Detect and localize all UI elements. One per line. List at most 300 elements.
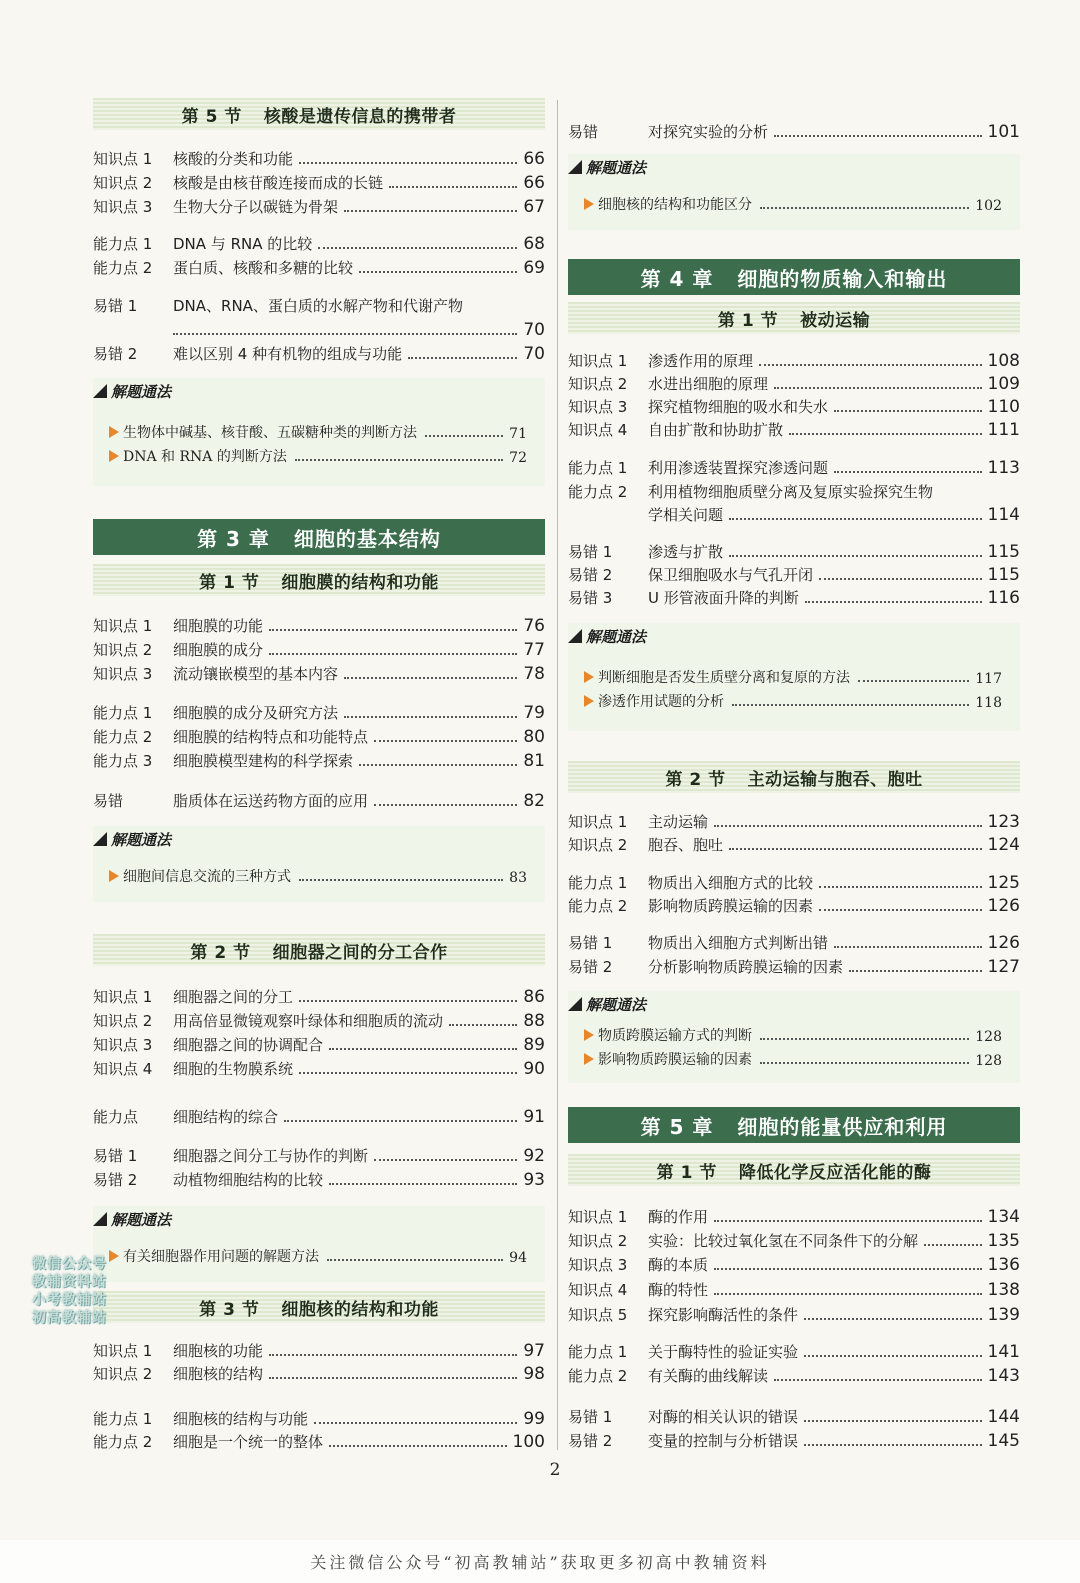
entry-label: 能力点 3 (93, 752, 153, 770)
toc-entry[interactable] (568, 1340, 1020, 1362)
leader-dots (804, 1355, 982, 1357)
entry-page: 76 (523, 616, 545, 636)
entry-title: 变量的控制与分析错误 (648, 1432, 799, 1450)
entry-title: 胞吞、胞吐 (648, 836, 724, 854)
section-header: 第 1 节 细胞膜的结构和功能 (93, 564, 545, 596)
entry-page: 126 (987, 896, 1020, 916)
leader-dots (425, 435, 503, 437)
entry-page: 135 (987, 1231, 1020, 1251)
toc-entry[interactable] (93, 1144, 545, 1166)
chapter-header: 第 3 章 细胞的基本结构 (93, 519, 545, 555)
method-page: 72 (509, 450, 527, 466)
entry-label: 知识点 2 (93, 641, 153, 659)
toc-entry[interactable] (93, 1009, 545, 1031)
entry-label: 知识点 1 (93, 150, 153, 168)
toc-entry[interactable] (568, 1405, 1020, 1427)
entry-page: 69 (523, 258, 545, 278)
entry-page: 66 (523, 149, 545, 169)
leader-dots (299, 1072, 517, 1074)
leader-dots (327, 1259, 503, 1261)
leader-dots (819, 578, 982, 580)
leader-dots (774, 1379, 982, 1381)
toc-entry[interactable] (93, 985, 545, 1007)
entry-label: 能力点 2 (568, 483, 628, 501)
leader-dots (449, 1024, 517, 1026)
triangle-icon (93, 832, 107, 846)
entry-label: 知识点 4 (568, 1281, 628, 1299)
toc-entry[interactable] (568, 833, 1020, 855)
toc-entry[interactable] (568, 349, 1020, 371)
entry-page: 90 (523, 1059, 545, 1079)
entry-title: DNA、RNA、蛋白质的水解产物和代谢产物 (173, 297, 463, 315)
method-heading: 解题通法 (568, 623, 646, 649)
entry-label: 易错 1 (568, 934, 613, 952)
leader-dots (774, 387, 982, 389)
entry-page: 97 (523, 1341, 545, 1361)
entry-title: 自由扩散和协助扩散 (648, 421, 784, 439)
leader-dots (759, 364, 982, 366)
entry-page: 136 (987, 1255, 1020, 1275)
entry-label: 能力点 1 (93, 1410, 153, 1428)
leader-dots (834, 410, 982, 412)
toc-entry[interactable] (568, 503, 1020, 525)
leader-dots (269, 629, 517, 631)
method-entry[interactable] (109, 420, 527, 442)
entry-page: 100 (512, 1432, 545, 1452)
entry-label: 能力点 2 (568, 1367, 628, 1385)
entry-label: 易错 2 (93, 1171, 138, 1189)
toc-entry[interactable] (568, 120, 1020, 142)
method-entry[interactable] (584, 1023, 1002, 1045)
footer-text: 关注微信公众号“初高教辅站”获取更多初高中教辅资料 (0, 1540, 1080, 1583)
entry-page: 79 (523, 703, 545, 723)
method-title: 细胞核的结构和功能区分 (598, 197, 752, 213)
toc-entry[interactable] (93, 725, 545, 747)
entry-title: 核酸是由核苷酸连接而成的长链 (173, 174, 384, 192)
toc-entry[interactable] (93, 342, 545, 364)
entry-label: 知识点 2 (568, 1232, 628, 1250)
entry-page: 108 (987, 351, 1020, 371)
entry-label: 知识点 1 (93, 1342, 153, 1360)
method-title: 生物体中碱基、核苷酸、五碳糖种类的判断方法 (123, 425, 417, 441)
toc-entry[interactable] (93, 701, 545, 723)
toc-entry[interactable] (568, 931, 1020, 953)
entry-page: 139 (987, 1305, 1020, 1325)
arrow-right-icon (584, 1053, 594, 1065)
leader-dots (849, 970, 982, 972)
leader-dots (173, 333, 517, 335)
entry-page: 114 (987, 505, 1020, 525)
leader-dots (714, 825, 982, 827)
leader-dots (858, 680, 969, 682)
toc-entry[interactable] (568, 1205, 1020, 1227)
entry-title: 实验：比较过氧化氢在不同条件下的分解 (648, 1232, 919, 1250)
leader-dots (789, 433, 982, 435)
leader-dots (732, 704, 969, 706)
entry-label: 知识点 5 (568, 1306, 628, 1324)
entry-label: 知识点 1 (568, 352, 628, 370)
entry-label: 能力点 2 (93, 259, 153, 277)
toc-entry[interactable] (93, 1033, 545, 1055)
method-heading: 解题通法 (93, 826, 171, 852)
toc-entry[interactable] (568, 372, 1020, 394)
method-page: 94 (509, 1250, 527, 1266)
method-heading: 解题通法 (93, 1206, 171, 1232)
arrow-right-icon (584, 198, 594, 210)
entry-label: 易错 2 (568, 958, 613, 976)
leader-dots (284, 1120, 517, 1122)
toc-entry[interactable] (93, 662, 545, 684)
method-title: 渗透作用试题的分析 (598, 694, 724, 710)
entry-title: 细胞膜的成分 (173, 641, 264, 659)
method-entry[interactable] (109, 864, 527, 886)
entry-label: 知识点 2 (93, 1365, 153, 1383)
entry-page: 115 (987, 542, 1020, 562)
entry-title: 探究植物细胞的吸水和失水 (648, 398, 829, 416)
triangle-icon (93, 1212, 107, 1226)
entry-label: 知识点 2 (93, 174, 153, 192)
entry-label: 知识点 3 (568, 398, 628, 416)
method-page: 71 (509, 426, 527, 442)
toc-entry[interactable] (568, 540, 1020, 562)
entry-page: 77 (523, 640, 545, 660)
entry-page: 89 (523, 1035, 545, 1055)
toc-entry[interactable] (568, 1278, 1020, 1300)
toc-entry[interactable] (568, 894, 1020, 916)
entry-label: 能力点 1 (568, 1343, 628, 1361)
section-header: 第 3 节 细胞核的结构和功能 (93, 1291, 545, 1323)
entry-title: 影响物质跨膜运输的因素 (648, 897, 814, 915)
entry-label: 易错 1 (568, 1408, 613, 1426)
leader-dots (389, 186, 517, 188)
leader-dots (804, 1420, 982, 1422)
entry-page: 98 (523, 1364, 545, 1384)
leader-dots (269, 653, 517, 655)
entry-title: 细胞核的结构 (173, 1365, 264, 1383)
method-page: 128 (975, 1029, 1002, 1045)
section-header: 第 1 节 降低化学反应活化能的酶 (568, 1154, 1020, 1186)
arrow-right-icon (584, 695, 594, 707)
method-entry[interactable] (109, 1244, 527, 1266)
leader-dots (805, 601, 982, 603)
entry-title: 细胞是一个统一的整体 (173, 1433, 324, 1451)
entry-title: 酶的特性 (648, 1281, 709, 1299)
leader-dots (729, 848, 982, 850)
toc-entry[interactable] (93, 171, 545, 193)
entry-page: 144 (987, 1407, 1020, 1427)
entry-page: 78 (523, 664, 545, 684)
toc-entry[interactable] (568, 480, 1020, 502)
entry-label: 知识点 1 (93, 988, 153, 1006)
triangle-icon (93, 384, 107, 398)
entry-title: 流动镶嵌模型的基本内容 (173, 665, 339, 683)
leader-dots (714, 1220, 982, 1222)
entry-page: 113 (987, 458, 1020, 478)
triangle-icon (568, 997, 582, 1011)
leader-dots (729, 518, 982, 520)
leader-dots (804, 1444, 982, 1446)
entry-page: 138 (987, 1280, 1020, 1300)
leader-dots (299, 879, 503, 881)
entry-label: 能力点 1 (93, 704, 153, 722)
entry-title: 细胞器之间的分工 (173, 988, 294, 1006)
toc-entry[interactable] (93, 147, 545, 169)
entry-page: 124 (987, 835, 1020, 855)
section-header: 第 1 节 被动运输 (568, 302, 1020, 334)
toc-entry[interactable] (568, 871, 1020, 893)
entry-page: 70 (523, 344, 545, 364)
leader-dots (329, 1183, 517, 1185)
entry-title: 利用渗透装置探究渗透问题 (648, 459, 829, 477)
method-title: 判断细胞是否发生质壁分离和复原的方法 (598, 670, 850, 686)
entry-page: 80 (523, 727, 545, 747)
method-box (93, 378, 545, 486)
toc-entry[interactable] (93, 195, 545, 217)
entry-title: 脂质体在运送药物方面的应用 (173, 792, 369, 810)
chapter-header: 第 5 章 细胞的能量供应和利用 (568, 1107, 1020, 1143)
entry-page: 143 (987, 1366, 1020, 1386)
entry-page: 123 (987, 812, 1020, 832)
section-header: 第 2 节 细胞器之间的分工合作 (93, 934, 545, 966)
arrow-right-icon (109, 870, 119, 882)
entry-title: 物质出入细胞方式判断出错 (648, 934, 829, 952)
entry-page: 111 (987, 420, 1020, 440)
entry-page: 109 (987, 374, 1020, 394)
toc-entry[interactable] (568, 955, 1020, 977)
entry-title: 酶的本质 (648, 1256, 709, 1274)
toc-entry[interactable] (568, 586, 1020, 608)
entry-page: 86 (523, 987, 545, 1007)
entry-title: 细胞核的功能 (173, 1342, 264, 1360)
method-heading: 解题通法 (93, 378, 171, 404)
method-page: 83 (509, 870, 527, 886)
entry-label: 易错 1 (93, 1147, 138, 1165)
entry-page: 82 (523, 791, 545, 811)
leader-dots (374, 804, 517, 806)
method-page: 128 (975, 1053, 1002, 1069)
toc-entry[interactable] (93, 1362, 545, 1384)
entry-page: 70 (523, 320, 545, 340)
toc-entry[interactable] (93, 638, 545, 660)
entry-label: 知识点 4 (568, 421, 628, 439)
leader-dots (714, 1293, 982, 1295)
toc-entry[interactable] (93, 318, 545, 340)
entry-label: 易错 1 (568, 543, 613, 561)
column-divider (557, 100, 558, 1450)
entry-page: 134 (987, 1207, 1020, 1227)
method-title: 细胞间信息交流的三种方式 (123, 869, 291, 885)
toc-entry[interactable] (93, 1057, 545, 1079)
entry-page: 141 (987, 1342, 1020, 1362)
method-page: 117 (975, 671, 1002, 687)
toc-entry[interactable] (93, 1430, 545, 1452)
leader-dots (760, 207, 969, 209)
entry-page: 92 (523, 1146, 545, 1166)
entry-label: 能力点 2 (93, 1433, 153, 1451)
method-entry[interactable] (109, 444, 527, 466)
entry-title: DNA 与 RNA 的比较 (173, 235, 313, 253)
entry-page: 101 (987, 122, 1020, 142)
leader-dots (729, 555, 982, 557)
page-number: 2 (549, 1460, 561, 1480)
leader-dots (299, 162, 517, 164)
entry-title: 细胞核的结构与功能 (173, 1410, 309, 1428)
entry-title: 生物大分子以碳链为骨架 (173, 198, 339, 216)
entry-label: 能力点 2 (93, 728, 153, 746)
entry-label: 知识点 3 (93, 198, 153, 216)
entry-title: 动植物细胞结构的比较 (173, 1171, 324, 1189)
entry-label: 能力点 1 (93, 235, 153, 253)
toc-entry[interactable] (568, 1229, 1020, 1251)
toc-entry[interactable] (93, 749, 545, 771)
leader-dots (314, 1422, 517, 1424)
toc-entry[interactable] (93, 232, 545, 254)
entry-label: 知识点 4 (93, 1060, 153, 1078)
entry-title: 核酸的分类和功能 (173, 150, 294, 168)
method-page: 118 (975, 695, 1002, 711)
entry-label: 能力点 2 (568, 897, 628, 915)
entry-page: 145 (987, 1431, 1020, 1451)
entry-title: 渗透与扩散 (648, 543, 724, 561)
leader-dots (374, 1159, 517, 1161)
toc-entry[interactable] (93, 1105, 545, 1127)
leader-dots (774, 135, 982, 137)
entry-page: 93 (523, 1170, 545, 1190)
entry-label: 能力点 1 (568, 874, 628, 892)
entry-title: 学相关问题 (648, 506, 724, 524)
entry-title: 细胞膜模型建构的科学探索 (173, 752, 354, 770)
triangle-icon (568, 160, 582, 174)
entry-page: 116 (987, 588, 1020, 608)
toc-entry[interactable] (568, 1429, 1020, 1451)
entry-page: 88 (523, 1011, 545, 1031)
method-box (568, 991, 1020, 1083)
method-title: 影响物质跨膜运输的因素 (598, 1052, 752, 1068)
leader-dots (804, 1318, 982, 1320)
entry-title: 细胞器之间分工与协作的判断 (173, 1147, 369, 1165)
toc-entry[interactable] (93, 789, 545, 811)
entry-page: 66 (523, 173, 545, 193)
entry-title: 利用植物细胞质壁分离及复原实验探究生物 (648, 483, 934, 501)
leader-dots (359, 271, 517, 273)
arrow-right-icon (584, 671, 594, 683)
entry-title: 细胞膜的功能 (173, 617, 264, 635)
toc-entry[interactable] (93, 614, 545, 636)
entry-title: 对探究实验的分析 (648, 123, 769, 141)
leader-dots (760, 1062, 969, 1064)
entry-title: 有关酶的曲线解读 (648, 1367, 769, 1385)
entry-page: 67 (523, 197, 545, 217)
entry-title: 分析影响物质跨膜运输的因素 (648, 958, 844, 976)
entry-title: 难以区别 4 种有机物的组成与功能 (173, 345, 403, 363)
method-entry[interactable] (584, 192, 1002, 214)
entry-label: 知识点 1 (568, 1208, 628, 1226)
entry-title: 渗透作用的原理 (648, 352, 754, 370)
method-entry[interactable] (584, 689, 1002, 711)
leader-dots (760, 1038, 969, 1040)
method-page: 102 (975, 198, 1002, 214)
entry-page: 126 (987, 933, 1020, 953)
entry-label: 知识点 2 (568, 836, 628, 854)
entry-title: 细胞膜的结构特点和功能特点 (173, 728, 369, 746)
toc-entry[interactable] (93, 294, 545, 316)
entry-title: U 形管液面升降的判断 (648, 589, 799, 607)
arrow-right-icon (109, 426, 119, 438)
arrow-right-icon (584, 1029, 594, 1041)
entry-title: 关于酶特性的验证实验 (648, 1343, 799, 1361)
leader-dots (344, 716, 517, 718)
entry-label: 易错 (93, 792, 124, 810)
method-entry[interactable] (584, 665, 1002, 687)
method-entry[interactable] (584, 1047, 1002, 1069)
entry-page: 81 (523, 751, 545, 771)
leader-dots (295, 459, 503, 461)
leader-dots (834, 946, 982, 948)
toc-entry[interactable] (568, 810, 1020, 832)
leader-dots (344, 210, 517, 212)
method-heading: 解题通法 (568, 154, 646, 180)
method-box (568, 623, 1020, 731)
entry-title: 探究影响酶活性的条件 (648, 1306, 799, 1324)
toc-entry[interactable] (568, 563, 1020, 585)
entry-label: 易错 (568, 123, 599, 141)
toc-entry[interactable] (568, 1303, 1020, 1325)
entry-label: 能力点 (93, 1108, 139, 1126)
toc-entry[interactable] (93, 1339, 545, 1361)
leader-dots (329, 1048, 517, 1050)
toc-entry[interactable] (568, 1364, 1020, 1386)
section-header: 第 2 节 主动运输与胞吞、胞吐 (568, 761, 1020, 793)
leader-dots (329, 1445, 507, 1447)
triangle-icon (568, 629, 582, 643)
entry-label: 易错 3 (568, 589, 613, 607)
entry-title: 细胞膜的成分及研究方法 (173, 704, 339, 722)
entry-title: 用高倍显微镜观察叶绿体和细胞质的流动 (173, 1012, 444, 1030)
leader-dots (318, 247, 517, 249)
entry-label: 知识点 2 (93, 1012, 153, 1030)
leader-dots (269, 1354, 517, 1356)
entry-page: 110 (987, 397, 1020, 417)
leader-dots (714, 1268, 982, 1270)
method-title: DNA 和 RNA 的判断方法 (123, 449, 287, 465)
leader-dots (408, 357, 517, 359)
leader-dots (344, 677, 517, 679)
watermark: 微信公众号 教辅资料站 小考教辅站 初高教辅站 (32, 1256, 107, 1326)
toc-entry[interactable] (568, 395, 1020, 417)
method-box (568, 154, 1020, 230)
entry-page: 99 (523, 1409, 545, 1429)
toc-entry[interactable] (93, 1407, 545, 1429)
toc-entry[interactable] (93, 1168, 545, 1190)
leader-dots (299, 1000, 517, 1002)
leader-dots (924, 1244, 982, 1246)
section-header: 第 5 节 核酸是遗传信息的携带者 (93, 98, 545, 130)
entry-title: 细胞器之间的协调配合 (173, 1036, 324, 1054)
entry-page: 68 (523, 234, 545, 254)
toc-entry[interactable] (93, 256, 545, 278)
method-title: 物质跨膜运输方式的判断 (598, 1028, 752, 1044)
entry-title: 细胞的生物膜系统 (173, 1060, 294, 1078)
toc-entry[interactable] (568, 418, 1020, 440)
entry-label: 知识点 1 (568, 813, 628, 831)
entry-label: 易错 1 (93, 297, 138, 315)
toc-entry[interactable] (568, 456, 1020, 478)
leader-dots (374, 740, 517, 742)
entry-title: 细胞结构的综合 (173, 1108, 279, 1126)
leader-dots (819, 909, 982, 911)
toc-entry[interactable] (568, 1253, 1020, 1275)
arrow-right-icon (109, 450, 119, 462)
